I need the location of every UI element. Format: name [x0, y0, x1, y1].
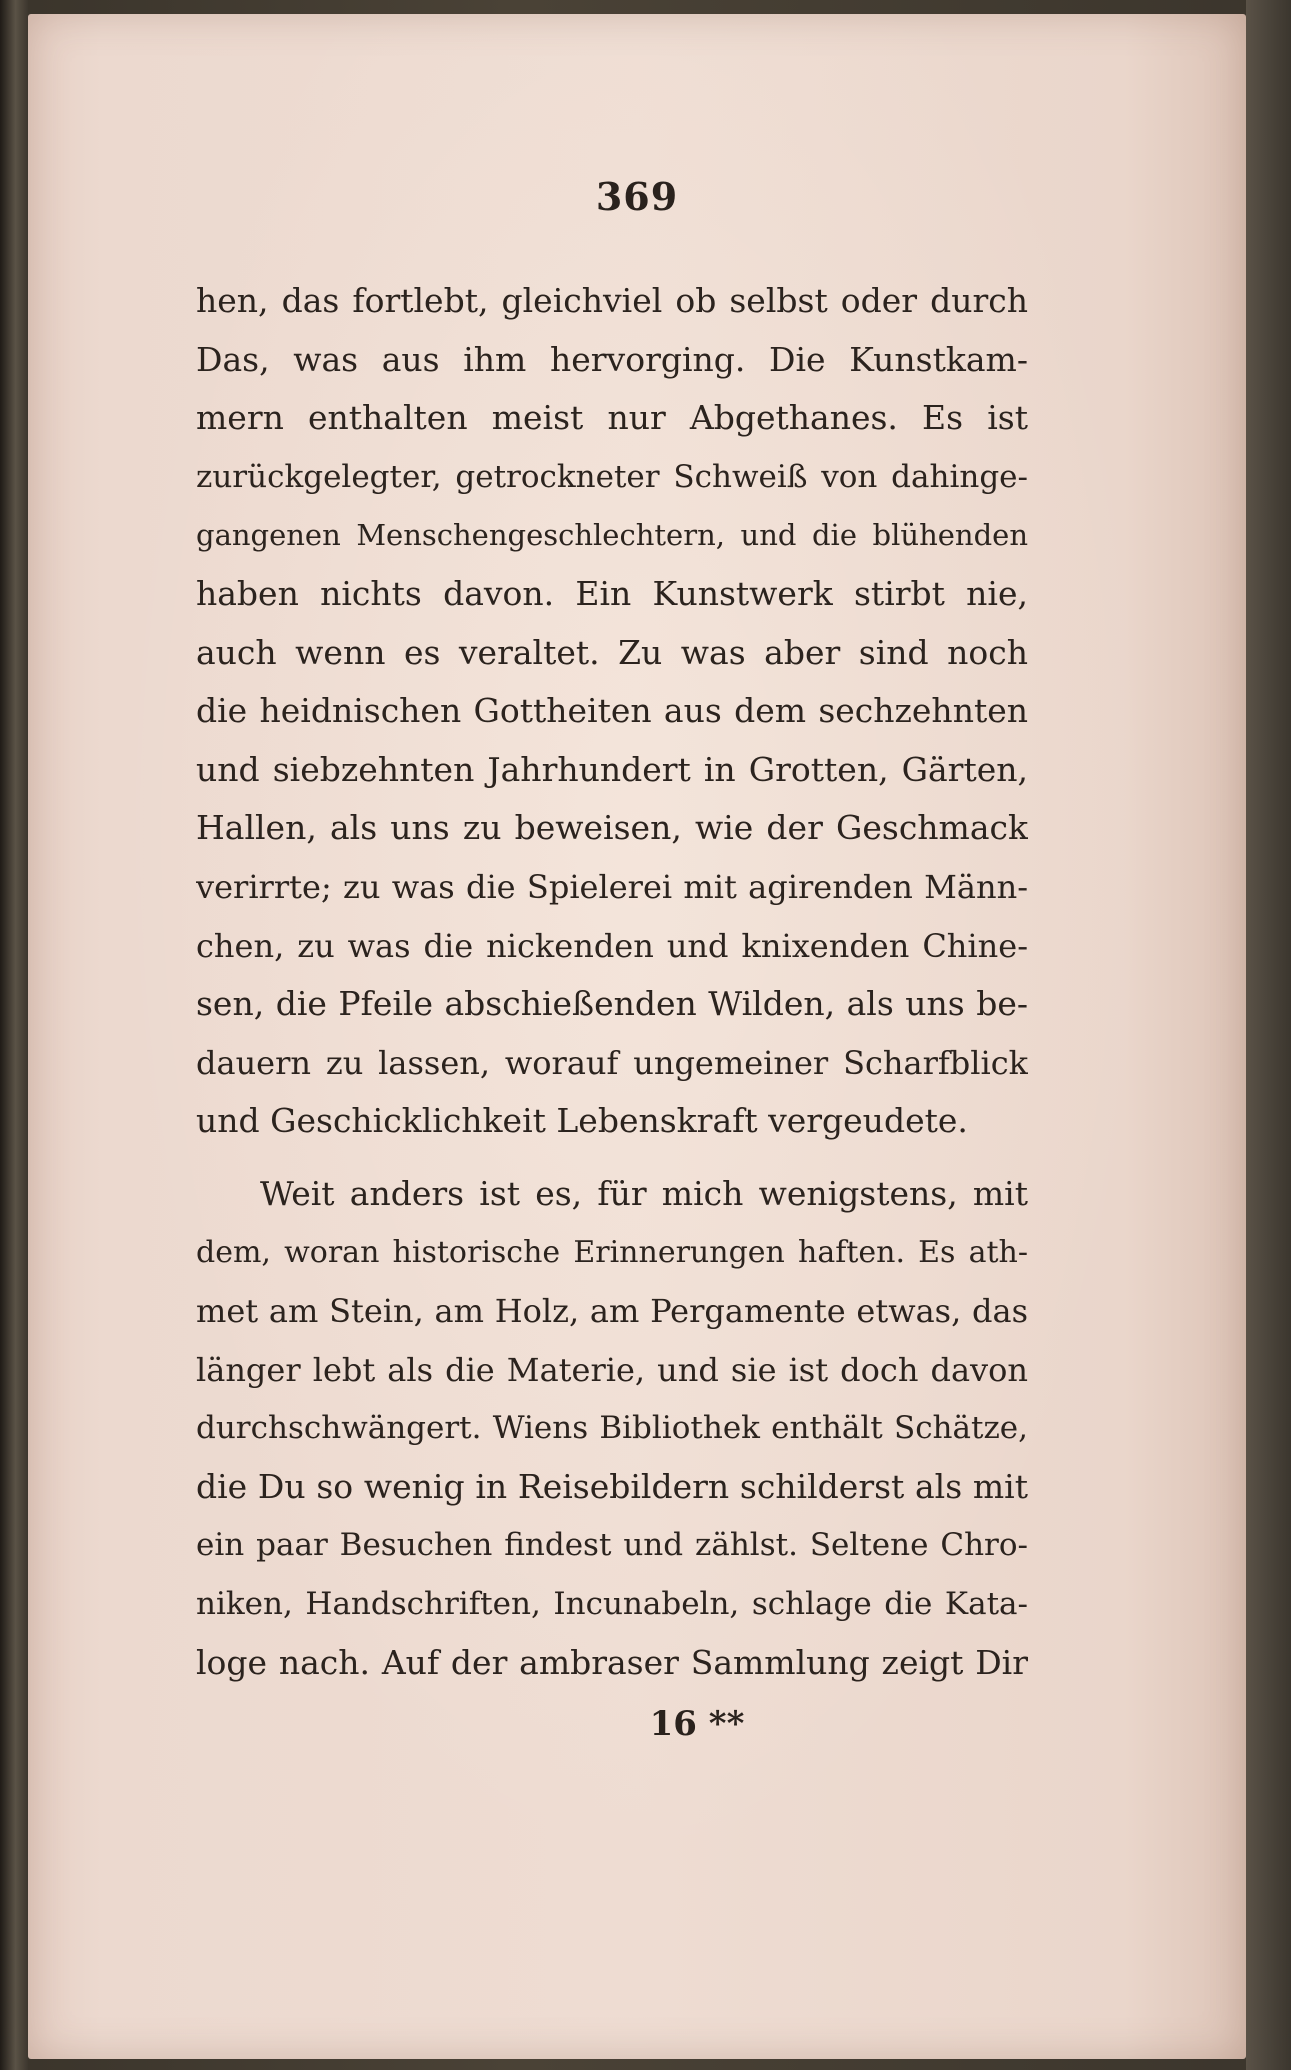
text-line: dem, woran historische Erinnerungen haften. Es ath- — [196, 1234, 1028, 1270]
text-line: gangenen Menschengeschlechtern, und die blühenden — [196, 518, 1028, 553]
text-line: und siebzehnten Jahrhundert in Grotten, Gärten, — [196, 749, 1028, 789]
paragraph-gap — [196, 1151, 1028, 1165]
text-line: haben nichts davon. Ein Kunstwerk stirbt nie, — [196, 573, 1028, 613]
printer-signature: 16 ** — [649, 1704, 745, 1744]
book-edge — [1246, 0, 1291, 2070]
text-line: auch wenn es veraltet. Zu was aber sind noch — [196, 632, 1028, 672]
text-line: sen, die Pfeile abschießenden Wilden, als uns be- — [196, 984, 1028, 1024]
text-line: verirrte; zu was die Spielerei mit agirenden Männ- — [196, 867, 1028, 906]
text-line: durchschwängert. Wiens Bibliothek enthält Schätze, — [196, 1410, 1028, 1447]
book-spine — [0, 0, 28, 2070]
text-line: Das, was aus ihm hervorging. Die Kunstkam- — [196, 339, 1028, 379]
page-text — [196, 272, 1028, 1692]
text-line: und Geschicklichkeit Lebenskraft vergeudete. — [196, 1101, 968, 1141]
text-line: hen, das fortlebt, gleichviel ob selbst oder durch — [196, 281, 1028, 320]
text-line: Hallen, als uns zu beweisen, wie der Geschmack — [196, 808, 1028, 848]
text-line: die Du so wenig in Reisebildern schilderst als mit — [196, 1466, 1028, 1506]
text-line: die heidnischen Gottheiten aus dem sechzehnten — [196, 691, 1028, 731]
page-number: 369 — [595, 174, 679, 219]
text-line: ein paar Besuchen findest und zählst. Seltene Chro- — [196, 1527, 1028, 1564]
book-page — [28, 14, 1246, 2059]
text-line: niken, Handschriften, Incunabeln, schlage die Kata- — [196, 1586, 1028, 1623]
text-line: chen, zu was die nickenden und knixenden Chine- — [196, 926, 1028, 965]
text-line: zurückgelegter, getrockneter Schweiß von dahinge- — [196, 458, 1028, 495]
text-line: loge nach. Auf der ambraser Sammlung zeigt Dir — [196, 1642, 1028, 1682]
text-line: dauern zu lassen, worauf ungemeiner Scharfblick — [196, 1043, 1028, 1082]
text-line: met am Stein, am Holz, am Pergamente etwas, das — [196, 1292, 1028, 1331]
text-line: Weit anders ist es, für mich wenigstens, mit — [260, 1173, 1028, 1213]
text-line: mern enthalten meist nur Abgethanes. Es ist — [196, 398, 1028, 438]
text-line: länger lebt als die Materie, und sie ist doch davon — [196, 1350, 1028, 1389]
